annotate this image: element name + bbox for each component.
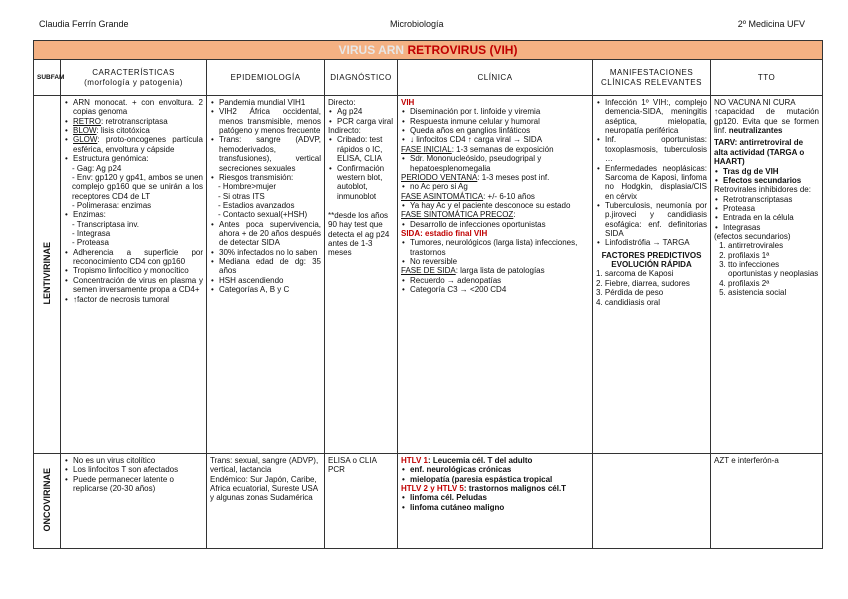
lenti-diagnostico (325, 96, 398, 454)
list-item: • Recuerdo → adenopatías (410, 276, 589, 285)
term-blow-desc: : lisis citotóxica (96, 126, 150, 136)
predictive-factor: 3. Pérdida de peso (596, 288, 664, 298)
predictive-factor: 2. Fiebre, diarrea, sudores (596, 278, 690, 288)
htlv2-desc: : trastornos malignos cél.T (463, 484, 567, 494)
col-manif-line1: MANIFESTACIONES (609, 68, 694, 78)
phase-asymptomatic: FASE ASINTOMÁTICA (401, 191, 484, 201)
title-main: RETROVIRUS (VIH) (407, 42, 518, 57)
lenti-clinica (398, 96, 593, 454)
list-item: • Ag p24 (337, 107, 394, 116)
list-item: • ↑factor de necrosis tumoral (73, 295, 203, 304)
list-item: • Retrotranscriptasas (723, 195, 819, 204)
list-item: • No es un virus citolítico (73, 456, 203, 465)
onco-htlv2 (401, 484, 589, 493)
list-item: • Adherencia a superficie por reconocimiento CD4 con gp160 (73, 248, 203, 267)
list-item: • ARN monocat. + con envoltura. 2 copias genoma (73, 98, 203, 117)
phase-sida: FASE DE SIDA (401, 266, 456, 276)
term-glow-desc: : proto-oncogenes partícula esférica, envoltura y cápside (73, 135, 203, 154)
clin-vih-label: VIH (401, 98, 415, 107)
list-item: • Confirmación western blot, autoblot, inmunoblot (337, 164, 394, 201)
list-item: • Proteasa (723, 204, 819, 213)
onco-epid-trans: Trans: sexual, sangre (ADVP), vertical, lactancia (210, 456, 319, 475)
row-oncovirinae (34, 454, 823, 549)
phase-sida-desc: : larga lista de patologías (455, 266, 545, 276)
col-clinica: CLÍNICA (398, 60, 593, 96)
predictive-factor: 4. candidiasis oral (596, 297, 661, 307)
list-item: • Respuesta inmune celular y humoral (410, 117, 589, 126)
list-item: • Inf. oportunistas: toxoplasmosis, tuberculosis … (605, 135, 707, 163)
predictive-factors-title: FACTORES PREDICTIVOS EVOLUCIÓN RÁPIDA (601, 250, 702, 270)
onco-epid-endemic: Endémico: Sur Japón, Caribe, Africa ecuatorial, Sureste USA y algunas zonas Sudamérica (210, 474, 318, 503)
phase-window-desc: : 1-3 meses post inf. (477, 172, 550, 182)
onco-manifestaciones (593, 454, 711, 549)
list-item (73, 135, 203, 154)
htlv2-label: HTLV 2 y HTLV 5 (401, 484, 464, 494)
list-item: • Infección 1º VIH:, complejo demencia-SIDA, meningitis aséptica, mielopatía, neuropatía periférica (605, 98, 707, 135)
onco-caracteristicas (61, 454, 207, 549)
list-item: • Queda años en ganglios linfáticos (410, 126, 589, 135)
header-row (34, 60, 823, 96)
tto-no-vaccine: NO VACUNA NI CURA (714, 98, 796, 107)
list-item: • Riesgos transmisión: (219, 173, 321, 182)
term-glow: GLOW (73, 135, 98, 145)
tto-mutation (714, 107, 819, 135)
sub-item: - Polimerasa: enzimas (72, 200, 152, 210)
list-item: • Diseminación por t. linfoide y viremia (410, 107, 589, 116)
diag-indirect-label: Indirecto: (328, 126, 361, 136)
phase-window: PERIODO VENTANA (401, 172, 478, 182)
list-item: • Mediana edad de dg: 35 años (219, 257, 321, 276)
list-item: • linfoma cutáneo maligno (410, 503, 589, 512)
diag-note: **desde los años 90 hay test que detecta el ag p24 antes de 1-3 meses (328, 210, 390, 258)
onco-diagnostico (325, 454, 398, 549)
header-subject: Microbiología (390, 19, 444, 29)
term-retro-desc: : retrotranscriptasa (101, 116, 168, 126)
list-item: • ↓ linfocitos CD4 ↑ carga viral → SIDA (410, 135, 589, 144)
list-item: • 30% infectados no lo saben (219, 248, 321, 257)
sub-item: - Transcriptasa inv. (72, 219, 139, 229)
sub-item: - Gag: Ag p24 (72, 163, 122, 173)
tto-step: 1. antirretrovirales (728, 241, 819, 250)
phase-early-desc: : (513, 210, 516, 220)
sub-item: - Proteasa (72, 238, 109, 248)
clin-sida-label: SIDA: estadio final VIH (401, 229, 488, 239)
phase-asymptomatic-desc: : +/- 6-10 años (483, 191, 535, 201)
list-item: • Puede permanecer latente o replicarse (20-30 años) (73, 475, 203, 494)
header-author: Claudia Ferrín Grande (39, 19, 129, 29)
list-item: • Tuberculosis, neumonía por p.jiroveci y candidiasis esofágica: enf. definitorias SIDA (605, 201, 707, 238)
lenti-manifestaciones (593, 96, 711, 454)
sub-item: - Env: gp120 y gp41, ambos se unen complejo gp160 que se unirán a los receptores CD4 de LT (72, 172, 203, 201)
tto-step: 4. profilaxis 2ª (728, 279, 819, 288)
retrovirus-table (33, 40, 823, 549)
list-item: • Concentración de virus en plasma y semen inversamente propa a CD4+ (73, 276, 203, 295)
col-diagnostico: DIAGNÓSTICO (325, 60, 398, 96)
onco-tto: AZT e interferón-a (711, 454, 823, 549)
term-retro: RETRO (73, 116, 101, 126)
htlv1-desc: : Leucemia cél. T del adulto (427, 456, 533, 465)
list-item: • HSH ascendiendo (219, 276, 321, 285)
col-manifestaciones (593, 60, 711, 96)
tto-side-effects: (efectos secundarios) (714, 232, 791, 242)
lenti-epidemiologia (207, 96, 325, 454)
list-item: • Tras dg de VIH (723, 167, 819, 176)
header-course: 2º Medicina UFV (737, 19, 805, 29)
tto-retrovirales: Retrovirales inhibidores de: (714, 185, 811, 195)
subfam-lentivirinae (34, 96, 61, 454)
list-item: • linfoma cél. Peludas (410, 493, 589, 502)
col-subfam: SUBFAM (34, 60, 61, 96)
sub-item: - Hombre>mujer (218, 182, 277, 192)
list-item: • Estructura genómica: (73, 154, 203, 163)
phase-initial: FASE INICIAL (401, 144, 452, 154)
list-item: • Categoría C3 → <200 CD4 (410, 285, 589, 294)
list-item: • Desarrollo de infecciones oportunistas (410, 220, 589, 229)
phase-heading (401, 145, 589, 154)
diag-direct-label: Directo: (328, 98, 356, 107)
phase-heading (401, 210, 589, 219)
title-row (34, 41, 823, 60)
col-manif-line2: CLÍNICAS RELEVANTES (601, 77, 702, 87)
list-item: • No reversible (410, 257, 589, 266)
onco-diag-elisa: ELISA o CLIA (328, 456, 377, 465)
phase-initial-desc: : 1-3 semanas de exposición (451, 144, 554, 154)
lentivirinae-label: LENTIVIRINAE (41, 242, 52, 305)
list-item: • Integrasas (723, 223, 819, 232)
tto-step: 2. profilaxis 1ª (728, 251, 819, 260)
col-caracteristicas (61, 60, 207, 96)
list-item: • PCR carga viral (337, 117, 394, 126)
tto-neutralizantes: neutralizantes (728, 126, 783, 136)
onco-epidemiologia (207, 454, 325, 549)
tto-step: 5. asistencia social (728, 288, 819, 297)
row-lentivirinae (34, 96, 823, 454)
term-blow: BLOW (73, 126, 97, 136)
list-item: • Los linfocitos T son afectados (73, 465, 203, 474)
list-item: • Ya hay Ac y el paciente desconoce su estado (410, 201, 589, 210)
list-item: • Tropismo linfocítico y monocítico (73, 266, 203, 275)
clin-tumores: Tumores, neurológicos (larga lista) (410, 238, 533, 248)
phase-heading (401, 192, 589, 201)
list-item: • Enfermedades neoplásicas: Sarcoma de Kaposi, linfoma no Hodgkin, displasia/CIS en cérvix (605, 164, 707, 201)
list-item: • Enzimas: (73, 210, 203, 219)
list-item: • Pandemia mundial VIH1 (219, 98, 321, 107)
list-item: • Trans: sangre (ADVP, hemoderivados, transfusiones), vertical secreciones sexuales (219, 135, 321, 172)
phase-early-symptomatic: FASE SINTOMÁTICA PRECOZ (401, 210, 514, 220)
col-caract-line2: (morfología y patogenia) (84, 77, 183, 87)
subfam-oncovirinae (34, 454, 61, 549)
list-item: • Antes poca supervivencia, ahora + de 20 años después de detectar SIDA (219, 220, 321, 248)
list-item: • Cribado: test rápidos o IC, ELISA, CLIA (337, 135, 394, 163)
list-item (410, 238, 589, 257)
col-epidemiologia: EPIDEMIOLOGÍA (207, 60, 325, 96)
list-item: • mielopatía (paresia espástica tropical (410, 475, 589, 484)
htlv1-label: HTLV 1 (401, 456, 428, 465)
list-item: • Sdr. Mononucleósido, pseudogripal y hepatoesplenomegalia (410, 154, 589, 173)
list-item: • no Ac pero si Ag (410, 182, 589, 191)
sub-item: - Contacto sexual(+HSH) (218, 210, 308, 220)
onco-diag-pcr: PCR (328, 465, 345, 475)
list-item: • enf. neurológicas crónicas (410, 465, 589, 474)
sub-item: - Si otras ITS (218, 191, 265, 201)
oncovirinae-label: ONCOVIRINAE (41, 468, 52, 532)
list-item: • Entrada en la célula (723, 213, 819, 222)
clin-tumores-extra: infecciones, trastornos (410, 238, 578, 257)
lenti-caracteristicas (61, 96, 207, 454)
sub-item: - Estadios avanzados (218, 200, 295, 210)
list-item (73, 117, 203, 126)
predictive-factor: 1. sarcoma de Kaposi (596, 269, 674, 279)
lenti-tto (711, 96, 823, 454)
onco-htlv1 (401, 456, 589, 465)
list-item: • Linfodistrófia → TARGA (605, 238, 707, 247)
tto-mutation-text: ↑capacidad de mutación gp120. Evita que se formen linf. (714, 107, 819, 136)
list-item (73, 126, 203, 135)
tto-step: 3. tto infecciones oportunistas y neoplasias (728, 260, 819, 279)
tto-tarv: TARV: antirretroviral de alta actividad (TARGA o HAART) (714, 138, 805, 167)
table-title (34, 41, 823, 60)
list-item: • VIH2 África occidental, menos transmisible, menos patógeno y menos frecuente (219, 107, 321, 135)
sub-item: - Integrasa (72, 229, 111, 239)
col-caract-line1: CARACTERÍSTICAS (92, 68, 175, 78)
title-prefix: VIRUS ARN (338, 42, 408, 57)
onco-clinica (398, 454, 593, 549)
col-tto: TTO (711, 60, 823, 96)
phase-heading (401, 266, 589, 275)
list-item: • Efectos secundarios (723, 176, 819, 185)
list-item: • Categorías A, B y C (219, 285, 321, 294)
phase-heading (401, 173, 589, 182)
